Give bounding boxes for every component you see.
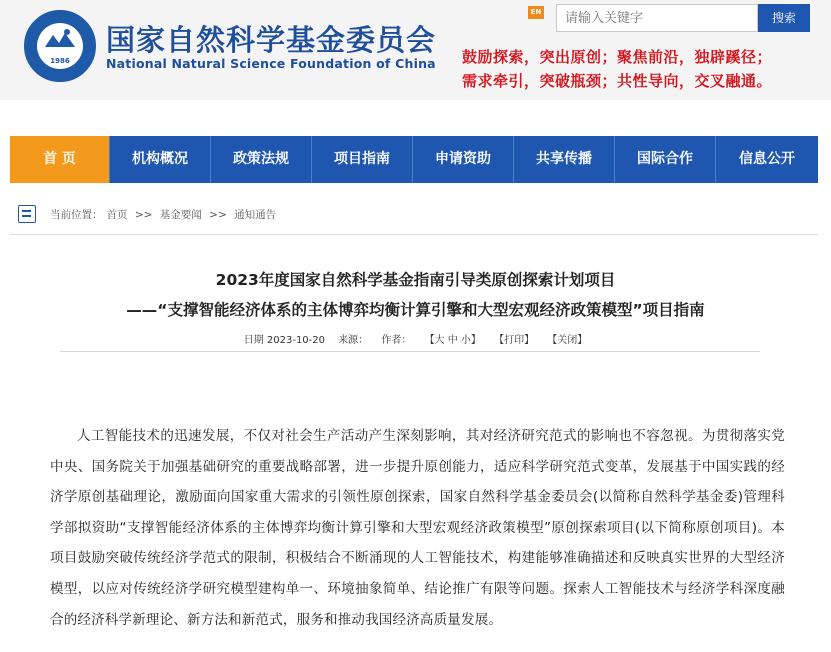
nav-guide[interactable]: 项目指南 [312, 136, 413, 183]
site-header [0, 0, 831, 100]
nav-disclosure[interactable]: 信息公开 [739, 151, 795, 167]
article-date: 日期 2023-10-20 [243, 335, 325, 346]
nsfc-logo[interactable] [24, 10, 96, 82]
main-nav [10, 136, 818, 183]
org-name-en[interactable]: National Natural Science Foundation of China [106, 56, 436, 71]
breadcrumb-sep: >> [134, 209, 153, 221]
article-subtitle: ——“支撑智能经济体系的主体博弈均衡计算引擎和大型宏观经济政策模型”项目指南 [126, 301, 705, 319]
article-source: 来源： [338, 335, 369, 346]
org-name-cn[interactable]: 国家自然科学基金委员会 [106, 23, 437, 57]
breadcrumb-divider [10, 234, 818, 235]
nav-policy[interactable]: 政策法规 [211, 136, 312, 183]
breadcrumb-level2[interactable]: 通知通告 [234, 209, 277, 221]
english-version-link[interactable]: EN [528, 6, 544, 19]
breadcrumb-home[interactable]: 首页 [106, 209, 128, 221]
breadcrumb-prefix: 当前位置： [50, 209, 103, 221]
location-icon [18, 205, 36, 223]
font-size-control[interactable]: 【大 中 小】 [424, 335, 481, 346]
article-meta [0, 331, 831, 346]
slogan-line-2: 需求牵引，突破瓶颈；共性导向，交叉融通。 [462, 72, 773, 90]
article-paragraph: 人工智能技术的迅速发展，不仅对社会生产活动产生深刻影响，其对经济研究范式的影响也不容忽视。为贯彻落实党中央、国务院关于加强基础研究的重要战略部署，进一步提升原创能力，适应科学研究范式变革，发展基于中国实践的经济学原创基础理论，激励面向国家重大需求的引领性原创探索，国家自然科学基金委员会(以简称自然科学基金委)管理科学部拟资助“支撑智能经济体系的主体博弈均衡计算引擎和大型宏观经济政策模型”原创探索项目(以下简称原创项目)。本项目鼓励突破传统经济学范式的限制，积极结合不断涌现的人工智能技术，构建能够准确描述和反映真实世界的大型经济模型，以应对传统经济学研究模型建构单一、环境抽象简单、结论推广有限等问题。探索人工智能技术与经济学科深度融合的经济科学新理论、新方法和新范式，服务和推动我国经济高质量发展。 [50, 428, 785, 628]
nav-international[interactable]: 国际合作 [615, 136, 716, 183]
logo-year: 1986 [50, 57, 70, 65]
logo-emblem-icon [43, 27, 77, 55]
search-button[interactable]: 搜索 [758, 4, 810, 32]
breadcrumb [50, 207, 280, 222]
nav-home[interactable]: 首 页 [10, 136, 110, 183]
meta-divider [60, 351, 760, 352]
close-link[interactable]: 【关闭】 [547, 335, 588, 346]
print-link[interactable]: 【打印】 [494, 335, 535, 346]
breadcrumb-sep: >> [209, 209, 227, 221]
nav-about[interactable]: 机构概况 [110, 136, 211, 183]
search-input[interactable] [556, 4, 758, 32]
nav-apply[interactable]: 申请资助 [413, 136, 514, 183]
breadcrumb-level1[interactable]: 基金要闻 [159, 209, 202, 221]
nav-share[interactable]: 共享传播 [514, 136, 615, 183]
slogan-line-1: 鼓励探索，突出原创；聚焦前沿，独辟蹊径； [462, 48, 773, 66]
article-author: 作者： [381, 335, 412, 346]
article-title: 2023年度国家自然科学基金指南引导类原创探索计划项目 [215, 271, 616, 289]
